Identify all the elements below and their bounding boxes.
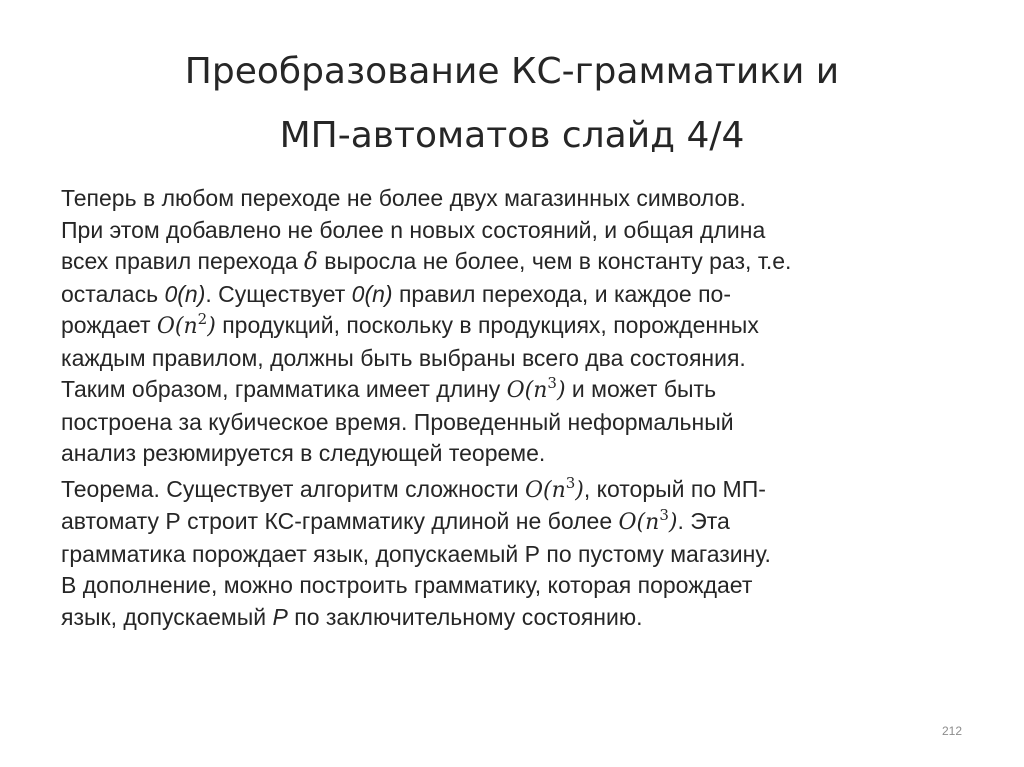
text-fragment: продукций, поскольку в продукциях, порожденных: [215, 312, 759, 338]
paragraph-2-line-1: [61, 474, 996, 507]
text-fragment: язык, допускаемый: [61, 603, 273, 630]
paragraph-2-theorem: [61, 474, 996, 634]
paragraph-2-line-4: В дополнение, можно построить грамматику, которая порождает: [61, 572, 753, 598]
paragraph-2-line-3: грамматика порождает язык, допускаемый Р по пустому магазину.: [61, 540, 771, 567]
math-base: O(n: [524, 477, 566, 503]
page-number: 212: [941, 724, 962, 738]
text-fragment: осталась: [61, 280, 165, 307]
paragraph-1-line-5: [61, 310, 996, 343]
text-fragment: рождает: [61, 312, 157, 338]
math-exponent: 2: [197, 310, 208, 328]
paragraph-1-line-8: построена за кубическое время. Проведенный неформальный: [61, 408, 734, 435]
slide-title-line-2: МП-автоматов слайд 4/4: [279, 115, 745, 156]
paragraph-1-line-7: [61, 374, 996, 407]
math-expression: [524, 473, 584, 503]
complexity-term: 0(n): [164, 280, 206, 307]
math-expression: [156, 310, 216, 339]
slide-title: [40, 40, 984, 168]
text-fragment: и может быть: [565, 376, 717, 402]
delta-symbol: δ: [304, 249, 318, 275]
math-expression: [506, 374, 566, 403]
slide-title-line-1: Преобразование КС-грамматики и: [184, 51, 840, 92]
complexity-term: 0(n): [351, 280, 393, 307]
math-close: ): [668, 510, 678, 535]
paragraph-2-line-2: [61, 506, 996, 539]
math-exponent: 3: [659, 506, 669, 524]
math-exponent: 3: [565, 473, 576, 492]
math-exponent: 3: [547, 374, 557, 392]
paragraph-1-line-4: [61, 279, 996, 311]
math-close: ): [207, 314, 216, 339]
paragraph-2-line-5: [61, 602, 996, 634]
math-base: O(n: [618, 510, 660, 535]
paragraph-1-line-1: Теперь в любом переходе не более двух магазинных символов.: [61, 185, 746, 211]
automaton-symbol: P: [272, 603, 288, 630]
text-fragment: автомату Р строит КС-грамматику длиной не более: [61, 508, 619, 534]
math-base: O(n: [506, 378, 548, 403]
paragraph-1-line-3: [61, 246, 996, 279]
math-base: O(n: [156, 314, 198, 339]
paragraph-1-line-6: каждым правилом, должны быть выбраны всего два состояния.: [61, 344, 746, 371]
text-fragment: по заключительному состоянию.: [287, 603, 643, 630]
text-fragment: правил перехода, и каждое по-: [392, 280, 731, 307]
text-fragment: , который по МП-: [583, 475, 766, 502]
text-fragment: Таким образом, грамматика имеет длину: [61, 376, 507, 402]
paragraph-1: [61, 183, 996, 470]
paragraph-1-line-9: анализ резюмируется в следующей теореме.: [61, 440, 546, 466]
text-fragment: . Эта: [677, 508, 730, 534]
math-close: ): [556, 378, 566, 403]
math-close: ): [575, 477, 584, 503]
slide-body: [61, 183, 996, 633]
text-fragment: Теорема. Существует алгоритм сложности: [61, 475, 525, 502]
paragraph-1-line-2: При этом добавлено не более n новых состояний, и общая длина: [61, 216, 766, 243]
text-fragment: всех правил перехода: [61, 248, 305, 274]
text-fragment: . Существует: [205, 280, 352, 307]
text-fragment: выросла не более, чем в константу раз, т.е.: [317, 248, 792, 274]
math-expression: [618, 506, 678, 535]
